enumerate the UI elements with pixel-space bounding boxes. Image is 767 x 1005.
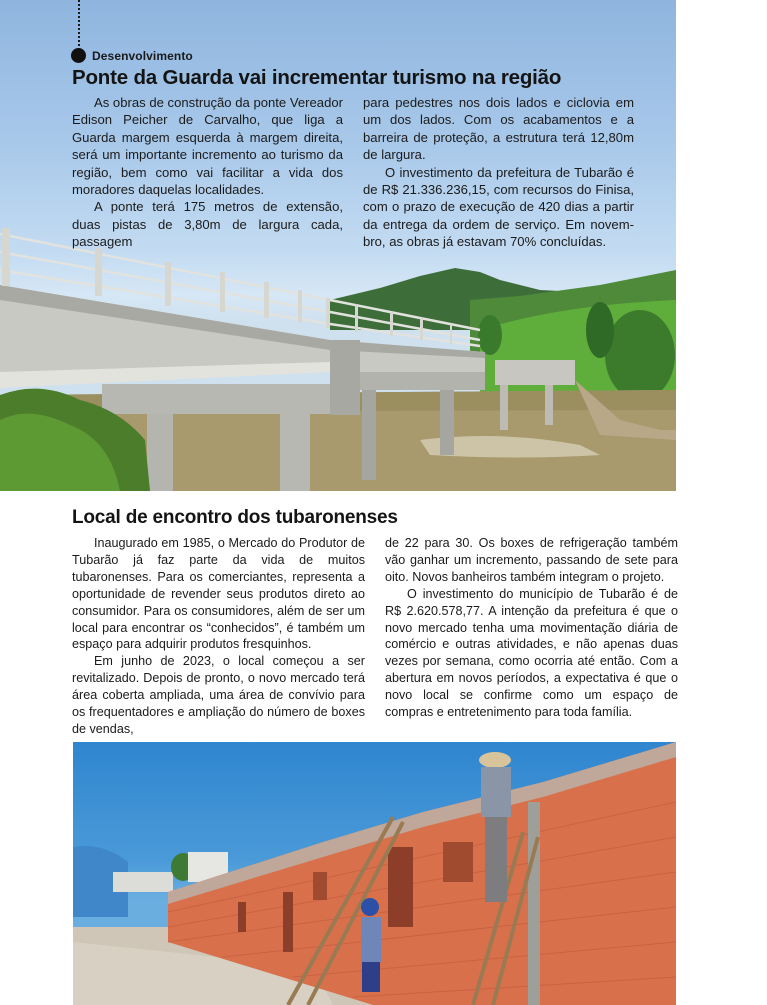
paragraph: A ponte terá 175 metros de extensão, duas pistas de 3,80m de largura cada, passagem [72,199,343,250]
pillar [440,390,454,455]
pier-cap [102,384,360,414]
concrete-pillar [528,802,540,1005]
section-line [78,0,80,50]
window-opening [443,842,473,882]
pillar [362,390,376,480]
pier-cap-right [360,372,485,390]
paragraph: O investimento do município de Tubarão é de R$ 2.620.578,77. A intenção da prefeitura é que o novo mercado tenha uma movimentação diária de comércio e outras atividades, e não apenas duas vezes por semana, como ocorria até então. Com a abertura em novos períodos, a expectativa é que o novo local se confirme como um espaço de compras e entretenimento para toda família. [385,586,678,720]
building [113,872,173,892]
paragraph: de 22 para 30. Os boxes de refrigeração também vão ganhar um incremento, passando de sete para oito. Novos banheiros também integram o projeto. [385,536,678,584]
paragraph: para pedestres nos dois lados e ciclovia em um dos lados. Com os acabamentos e a barreira de proteção, a estrutura terá 12,80m de largura. [363,95,634,163]
door-opening [388,847,413,927]
paragraph: Inaugurado em 1985, o Mercado do Produtor de Tubarão já faz parte da vida de muitos tubaronenses. Para os comerciantes, representa a oportunidade de revender seus produtos direto ao consumidor. Para os consumidores, além de ser um local para encontrar os “conhecidos”, é também um espaço para adquirir produtos fresquinhos. [72,536,365,652]
article-body [72,94,634,251]
article-column-left [72,94,343,251]
article-column-right [385,535,678,738]
article-body [72,535,678,738]
paragraph: As obras de construção da ponte Vereador Edison Peicher de Carvalho, que liga a Guarda margem esquerda à margem direita, será um importante incremento ao turismo da região, bem como vai facilitar a vida dos moradores daquelas localidades. [72,95,343,198]
article-column-right [363,94,634,251]
article-title: Ponte da Guarda vai incrementar turismo na região [72,66,562,89]
pillar [500,385,508,430]
section-label: Desenvolvimento [92,49,193,63]
article-title: Local de encontro dos tubaronenses [72,507,398,528]
door-opening [283,892,293,952]
pillar [545,385,553,425]
construction-illustration [73,742,676,1005]
pillar [147,414,173,491]
article-column-left [72,535,365,738]
paragraph: Em junho de 2023, o local começou a ser revitalizado. Depois de pronto, o novo mercado terá área coberta ampliada, uma área de convívio para os frequentadores e ampliação do número de boxes de vendas, [72,654,365,736]
pier-cap-side [330,340,360,415]
section-bullet-icon [71,48,86,63]
window-opening [313,872,327,900]
pillar [280,414,310,491]
paragraph: O investimento da prefeitura de Tubarão é de R$ 21.336.236,15, com recursos do Finisa, com o prazo de execução de 420 dias a partir da entrega da ordem de serviço. Em novembro, as obras já estavam 70% concluídas. [363,164,634,250]
construction-site [495,360,575,385]
tree [605,310,675,400]
tree [478,315,502,355]
door-opening [238,902,246,932]
tree [586,302,614,358]
market-construction-photo [73,742,676,1005]
